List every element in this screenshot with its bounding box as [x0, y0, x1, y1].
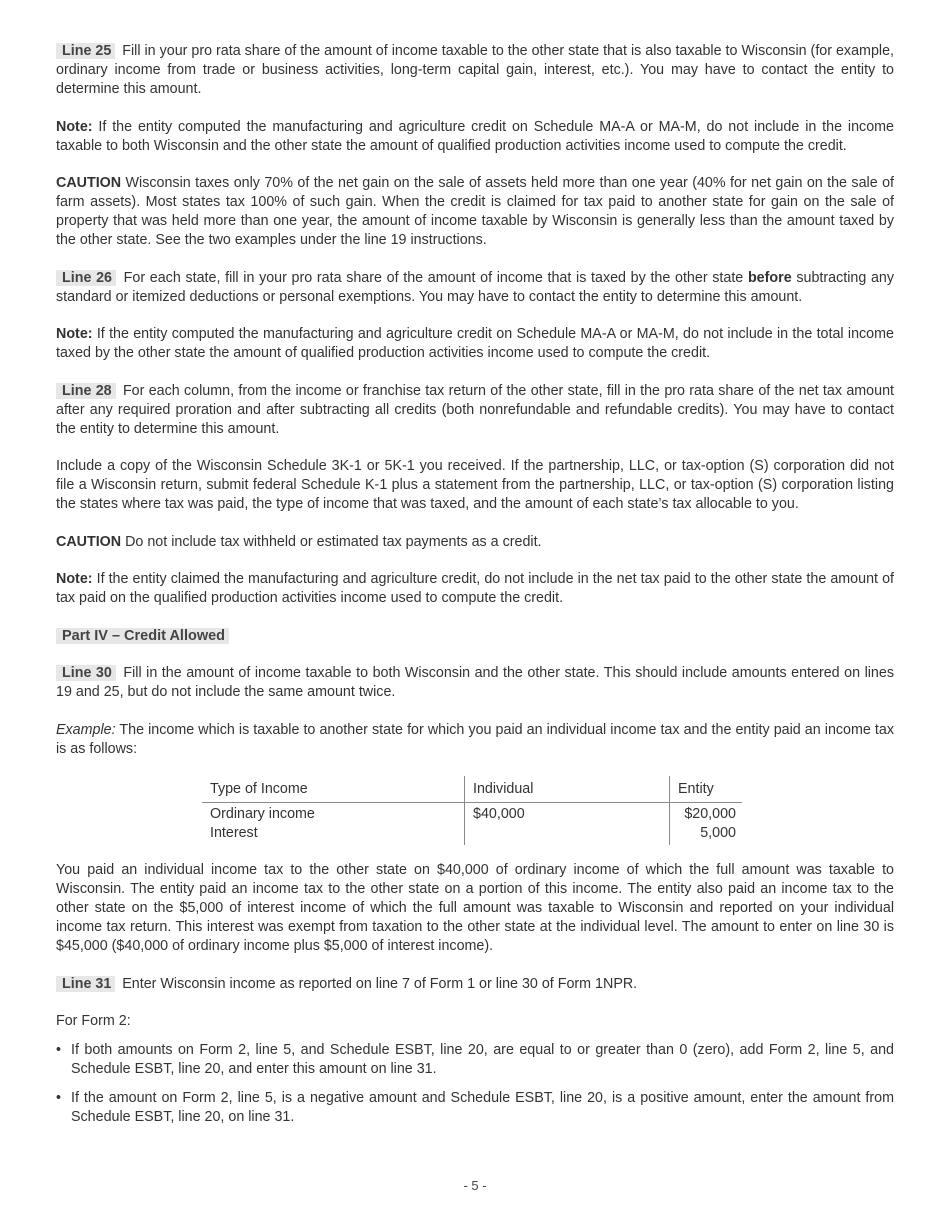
caution1-label: CAUTION: [56, 175, 122, 191]
bullet-marker: •: [56, 1090, 62, 1106]
page-number: - 5 -: [463, 1178, 487, 1193]
note3-paragraph: [56, 570, 894, 608]
note2-text: If the entity computed the manufacturing and agriculture credit on Schedule MA-A or MA-M, do not include in the total income taxed by the other state the amount of qualified production activities income used to compute the credit.: [56, 326, 894, 361]
caution2-label: CAUTION: [56, 533, 122, 550]
table-cell: Interest: [210, 825, 258, 841]
part4-heading-block: [56, 627, 894, 646]
note1-label: Note:: [56, 118, 93, 135]
caution1-paragraph: [56, 174, 894, 250]
form2-bullet-list: [56, 1041, 894, 1127]
list-item: [56, 1089, 894, 1127]
line25-label: Line 25: [56, 43, 115, 59]
table-cell-entity: [670, 803, 743, 846]
example-paragraph: [56, 721, 894, 759]
table-cell-types: [202, 803, 465, 846]
line30-label: Line 30: [56, 665, 116, 681]
table-cell: 5,000: [700, 825, 736, 841]
line25-text: Fill in your pro rata share of the amount of income taxable to the other state that is also taxable to Wisconsin (for example, ordinary income from trade or business activities, long-term capital gain, interest, etc.). You may have to contact the entity to determine this amount.: [56, 43, 894, 97]
bullet-marker: •: [56, 1042, 62, 1058]
note2-paragraph: [56, 325, 894, 363]
line26-paragraph: [56, 269, 894, 307]
line31-label: Line 31: [56, 976, 115, 992]
line26-bold-word: before: [747, 269, 792, 286]
paid-paragraph: [56, 861, 894, 956]
note3-label: Note:: [56, 571, 93, 587]
line26-text-after: subtracting any standard or itemized deductions or personal exemptions. You may have to contact the entity to determine this amount.: [56, 269, 895, 305]
line26-label: Line 26: [56, 270, 116, 286]
line28-label: Line 28: [56, 383, 116, 399]
list-item: [56, 1041, 894, 1079]
table-header-row: [202, 776, 742, 803]
note1-paragraph: [56, 118, 894, 156]
line28-paragraph: [56, 382, 894, 439]
table-cell: Ordinary income: [210, 806, 315, 822]
line31-paragraph: [56, 975, 894, 994]
table-body-row: [202, 803, 742, 846]
include-copy-paragraph: [56, 457, 894, 514]
list-item-text: If both amounts on Form 2, line 5, and Schedule ESBT, line 20, are equal to or greater than 0 (zero), add Form 2, line 5, and Schedule ESBT, line 20, and enter this amount on line 31.: [71, 1042, 894, 1077]
example-text: The income which is taxable to another state for which you paid an individual income tax and the entity paid an income tax is as follows:: [56, 721, 894, 757]
income-example-table: [202, 776, 742, 845]
form2-heading: For Form 2:: [56, 1013, 131, 1029]
table-cell: $20,000: [684, 806, 736, 822]
caution2-text: Do not include tax withheld or estimated tax payments as a credit.: [125, 533, 542, 550]
list-item-text: If the amount on Form 2, line 5, is a negative amount and Schedule ESBT, line 20, is a positive amount, enter the amount from Schedule ESBT, line 20, on line 31.: [71, 1090, 894, 1125]
line30-text: Fill in the amount of income taxable to both Wisconsin and the other state. This should include amounts entered on lines 19 and 25, but do not include the same amount twice.: [56, 665, 894, 700]
caution2-paragraph: [56, 533, 894, 552]
document-body: [56, 42, 894, 1137]
table-header-type: Type of Income: [202, 776, 465, 803]
line26-text-before: For each state, fill in your pro rata share of the amount of income that is taxed by the other state: [123, 269, 744, 286]
line28-text: For each column, from the income or franchise tax return of the other state, fill in the pro rata share of the net tax amount after any required proration and after subtracting all credits (both nonrefundable and refundable credits). You may have to contact the entity to determine this amount.: [56, 382, 895, 437]
table-header-entity: Entity: [670, 776, 743, 803]
table-cell-individual: [465, 803, 670, 846]
note3-text: If the entity claimed the manufacturing and agriculture credit, do not include in the net tax paid to the other state the amount of tax paid on the qualified production activities income used to compute the credit.: [56, 571, 894, 606]
paid-text: You paid an individual income tax to the other state on $40,000 of ordinary income of which the full amount was taxable to Wisconsin. The entity paid an income tax to the other state on a portion of this income. The entity also paid an income tax to the other state on the $5,000 of interest income of which the full amount was taxable to Wisconsin and reported on your individual income tax return. This interest was exempt from taxation to the other state at the individual level. The amount to enter on line 30 is $45,000 ($40,000 of ordinary income plus $5,000 of interest income).: [56, 862, 894, 954]
table-cell: [473, 824, 661, 843]
note2-label: Note:: [56, 326, 93, 342]
include-copy-text: Include a copy of the Wisconsin Schedule 3K-1 or 5K-1 you received. If the partnership, LLC, or tax-option (S) corporation did not file a Wisconsin return, submit federal Schedule K-1 plus a statement from the partnership, LLC, or tax-option (S) corporation listing the states where tax was paid, the type of income that was taxed, and the amount of each state’s tax allocable to you.: [56, 458, 894, 512]
line31-text: Enter Wisconsin income as reported on line 7 of Form 1 or line 30 of Form 1NPR.: [122, 975, 638, 992]
caution1-text: Wisconsin taxes only 70% of the net gain on the sale of assets held more than one year (40% for net gain on the sale of farm assets). Most states tax 100% of such gain. When the credit is claimed for tax paid to another state for gain on the sale of property that was held more than one year, the amount of income taxable by Wisconsin is generally less than the amount taxed by the other state. See the two examples under the line 19 instructions.: [56, 175, 894, 248]
line30-paragraph: [56, 664, 894, 702]
table-cell: $40,000: [473, 806, 525, 822]
line25-paragraph: [56, 42, 894, 99]
part4-heading: Part IV – Credit Allowed: [56, 628, 229, 644]
note1-text: If the entity computed the manufacturing and agriculture credit on Schedule MA-A or MA-M, do not include in the income taxable to both Wisconsin and the other state the amount of qualified production activities income used to compute the credit.: [56, 118, 895, 154]
table-header-individual: Individual: [465, 776, 670, 803]
example-label: Example:: [56, 721, 116, 738]
